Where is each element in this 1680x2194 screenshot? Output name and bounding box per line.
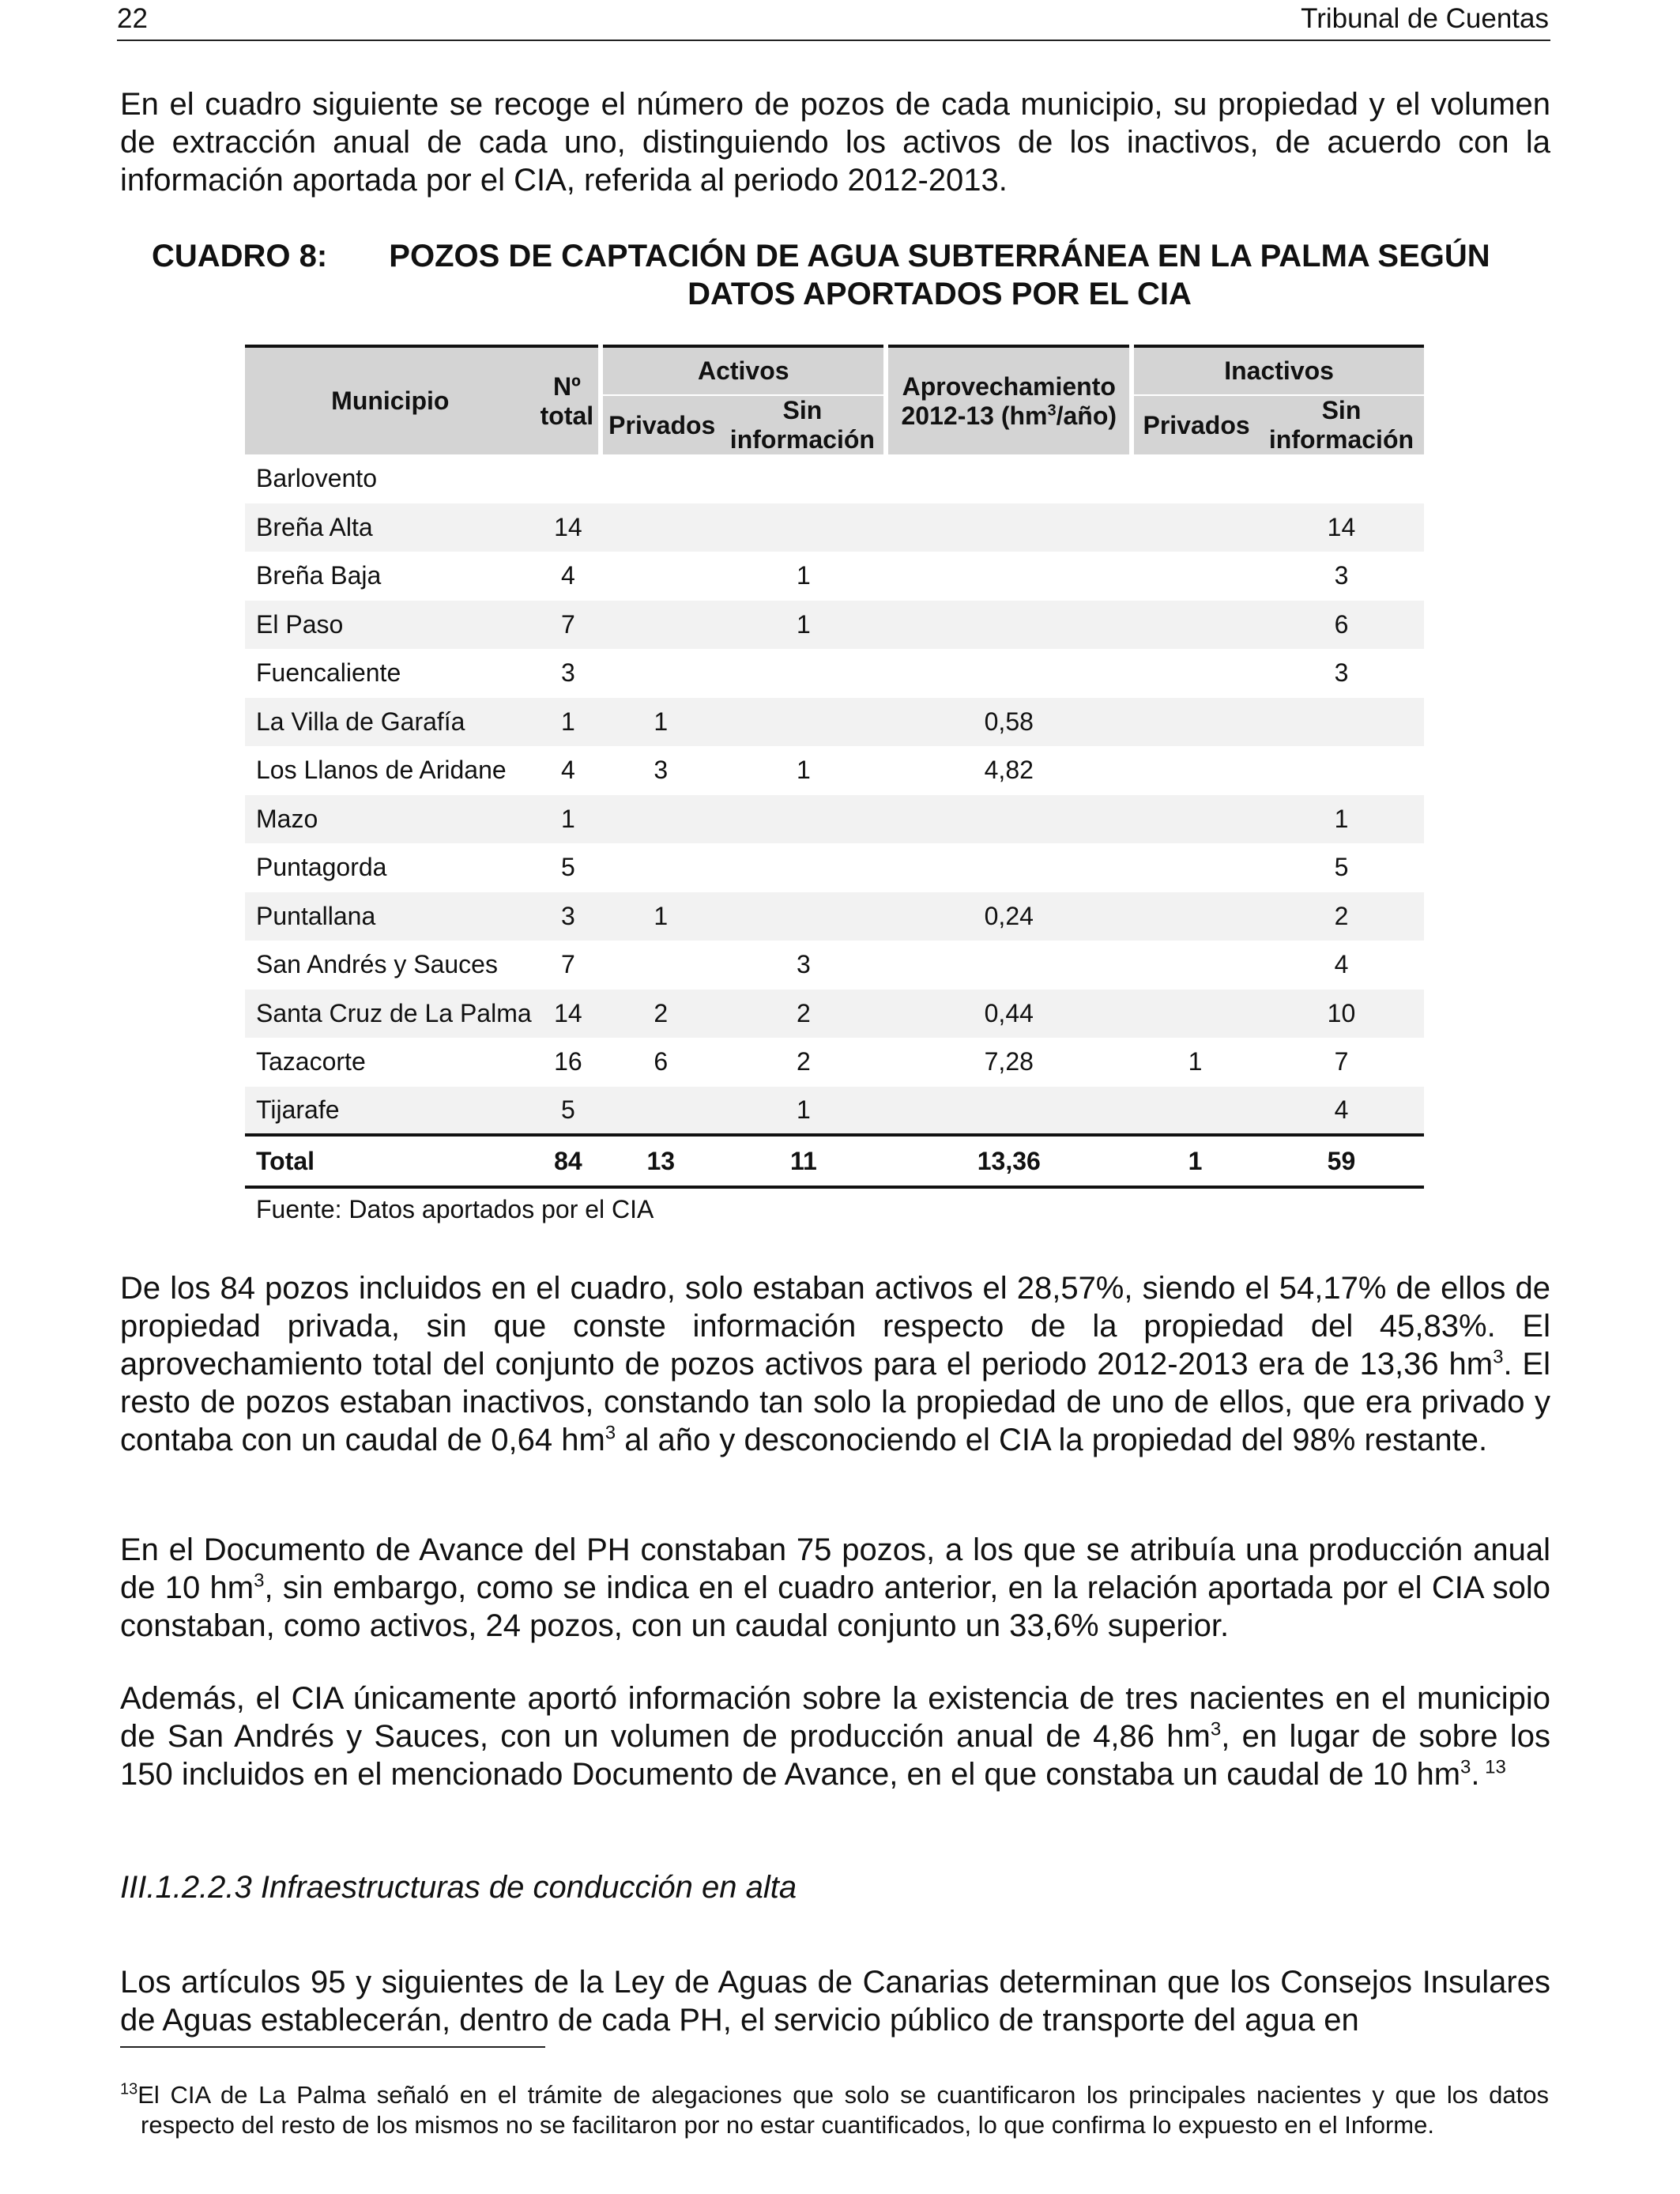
cell-act-sin — [721, 795, 886, 844]
cell-municipio: Los Llanos de Aridane — [256, 756, 507, 785]
cell-aprov — [886, 843, 1132, 892]
cell-inact-priv — [1132, 454, 1259, 503]
cell-act-priv: 1 — [654, 707, 669, 736]
cell-inact-priv — [1132, 698, 1259, 747]
total-municipio: Total — [245, 1135, 536, 1187]
cell-aprov — [886, 941, 1132, 990]
cell-act-sin: 1 — [796, 1095, 811, 1124]
cell-act-sin — [721, 698, 886, 747]
cell-act-priv — [601, 454, 721, 503]
cell-inact-sin: 5 — [1334, 853, 1349, 882]
header-inactivos-privados: Privados — [1132, 395, 1259, 454]
table-total-row — [245, 1135, 1424, 1187]
cell-inact-priv — [1132, 843, 1259, 892]
cell-inact-priv — [1132, 552, 1259, 601]
cell-aprov: 7,28 — [984, 1047, 1034, 1076]
cell-municipio: Puntallana — [256, 901, 376, 930]
cell-act-sin: 2 — [796, 1047, 811, 1076]
total-act-priv: 13 — [601, 1135, 721, 1187]
cell-total: 5 — [561, 1095, 575, 1124]
wells-table — [245, 345, 1424, 1189]
cell-aprov — [886, 454, 1132, 503]
table-row — [245, 892, 1424, 941]
header-aprov-line2: 2012-13 $(hm^3/año)$ — [901, 401, 1117, 430]
header-activos: Activos — [601, 346, 886, 395]
cell-inact-priv — [1132, 746, 1259, 795]
cell-act-priv — [601, 649, 721, 698]
cell-aprov: 0,58 — [984, 707, 1034, 736]
cell-aprov — [886, 795, 1132, 844]
cell-inact-priv — [1132, 795, 1259, 844]
header-aprovechamiento — [886, 346, 1132, 454]
cell-inact-priv — [1132, 1087, 1259, 1136]
cell-municipio: San Andrés y Sauces — [256, 950, 498, 979]
cell-inact-sin: 1 — [1334, 804, 1349, 833]
cell-total: 7 — [561, 609, 575, 639]
footnote-separator — [120, 2046, 545, 2048]
cell-aprov — [886, 552, 1132, 601]
cell-aprov — [886, 503, 1132, 552]
cell-aprov: 0,44 — [984, 998, 1034, 1027]
cell-aprov: 4,82 — [984, 756, 1034, 785]
cell-total: 1 — [561, 707, 575, 736]
cell-act-priv: 2 — [654, 998, 669, 1027]
cell-act-sin — [721, 454, 886, 503]
header-n-line2: total — [540, 401, 594, 430]
table-row — [245, 552, 1424, 601]
cell-aprov — [886, 601, 1132, 650]
cell-act-sin — [721, 649, 886, 698]
cell-total: 4 — [561, 756, 575, 785]
table-row — [245, 649, 1424, 698]
cell-total: 3 — [561, 658, 575, 688]
cell-inact-sin: 14 — [1327, 512, 1356, 541]
page-header — [117, 0, 1550, 41]
cell-municipio: Mazo — [256, 804, 318, 833]
section-heading: III.1.2.2.3 Infraestructuras de conducción en alta — [120, 1870, 797, 1905]
table-row — [245, 1038, 1424, 1087]
header-activos-sin-info: Sin información — [721, 395, 886, 454]
cell-inact-sin: 6 — [1334, 609, 1349, 639]
total-total: 84 — [536, 1135, 601, 1187]
header-inactivos-sin-info: Sin información — [1259, 395, 1424, 454]
total-inact-priv: 1 — [1132, 1135, 1259, 1187]
total-act-sin: 11 — [721, 1135, 886, 1187]
header-n-line1: Nº — [553, 371, 581, 401]
cell-total: 4 — [561, 561, 575, 590]
cell-total: 3 — [561, 901, 575, 930]
cell-inact-priv: 1 — [1188, 1047, 1203, 1076]
cell-act-priv: 1 — [654, 901, 669, 930]
cell-total: 1 — [561, 804, 575, 833]
table-row — [245, 601, 1424, 650]
table-row — [245, 795, 1424, 844]
cell-act-sin: 1 — [796, 609, 811, 639]
total-inact-sin: 59 — [1259, 1135, 1424, 1187]
cell-total: 5 — [561, 853, 575, 882]
paragraph-summary: De los 84 pozos incluidos en el cuadro, solo estaban activos el 28,57%, siendo el 54,17% de ellos de propiedad privada, sin que conste información respecto de la propiedad del 45,83%. El aprovechamiento total del conjunto de pozos activos para el periodo 2012-2013 era de 13,36 $hm^3$. El resto de pozos estaban inactivos, constando tan solo la propiedad de uno de ellos, que era privado y contaba con un caudal de 0,64 $hm^3$ al año y desconociendo el CIA la propiedad del 98% restante. — [120, 1271, 1551, 1457]
cell-act-sin — [721, 843, 886, 892]
cell-act-priv: 6 — [654, 1047, 669, 1076]
paragraph-ley-aguas: Los artículos 95 y siguientes de la Ley de Aguas de Canarias determinan que los Consejos Insulares de Aguas establecerán, dentro de cada PH, el servicio público de transporte del agua en — [120, 1965, 1550, 2038]
cell-inact-priv — [1132, 941, 1259, 990]
page-number: 22 — [117, 3, 148, 34]
cell-act-sin — [721, 892, 886, 941]
footnote — [120, 2080, 1549, 2140]
cell-inact-sin: 7 — [1334, 1047, 1349, 1076]
cell-act-priv — [601, 552, 721, 601]
header-activos-privados: Privados — [601, 395, 721, 454]
table-row — [245, 941, 1424, 990]
cell-inact-priv — [1132, 503, 1259, 552]
table-row — [245, 746, 1424, 795]
cell-aprov: 0,24 — [984, 901, 1034, 930]
table-row — [245, 698, 1424, 747]
table-row — [245, 454, 1424, 503]
cell-act-sin: 2 — [796, 998, 811, 1027]
table-caption-title: POZOS DE CAPTACIÓN DE AGUA SUBTERRÁNEA EN LA PALMA SEGÚN DATOS APORTADOS POR EL CIA — [389, 239, 1490, 311]
table-row — [245, 503, 1424, 552]
footnote-number: 13 — [120, 2080, 138, 2098]
cell-total: 14 — [554, 998, 582, 1027]
cell-act-priv: 3 — [654, 756, 669, 785]
cell-inact-sin: 10 — [1327, 998, 1356, 1027]
cell-inact-sin: 3 — [1334, 658, 1349, 688]
cell-act-priv — [601, 601, 721, 650]
running-title: Tribunal de Cuentas — [1301, 3, 1549, 34]
header-aprov-line1: Aprovechamiento — [902, 371, 1116, 401]
cell-aprov — [886, 1087, 1132, 1136]
table-row — [245, 843, 1424, 892]
table-row — [245, 1087, 1424, 1136]
header-n-total — [536, 346, 601, 454]
footnote-text: El CIA de La Palma señaló en el trámite de alegaciones que solo se cuantificaron los principales nacientes y que los datos respecto del resto de los mismos no se facilitaron por no estar cuantificados, lo que confirma lo expuesto en el Informe. — [137, 2081, 1549, 2139]
cell-municipio: Breña Alta — [256, 512, 373, 541]
cell-municipio: La Villa de Garafía — [256, 707, 465, 736]
cell-act-sin: 3 — [796, 950, 811, 979]
footnote-ref: 13 — [1479, 1756, 1506, 1778]
cell-inact-sin — [1259, 698, 1424, 747]
cell-act-priv — [601, 941, 721, 990]
cell-inact-sin: 4 — [1334, 1095, 1349, 1124]
total-aprov: 13,36 — [886, 1135, 1132, 1187]
table-caption-label: CUADRO 8: — [152, 239, 328, 273]
cell-inact-sin — [1259, 746, 1424, 795]
table-source: Fuente: Datos aportados por el CIA — [256, 1195, 654, 1223]
cell-inact-priv — [1132, 649, 1259, 698]
cell-municipio: El Paso — [256, 609, 344, 639]
cell-act-priv — [601, 795, 721, 844]
cell-act-priv — [601, 1087, 721, 1136]
cell-inact-priv — [1132, 892, 1259, 941]
cell-municipio: Tazacorte — [256, 1047, 366, 1076]
cell-municipio: Santa Cruz de La Palma — [256, 998, 532, 1027]
cell-total — [536, 454, 601, 503]
cell-total: 16 — [554, 1047, 582, 1076]
paragraph-nacientes: Además, el CIA únicamente aportó información sobre la existencia de tres nacientes en el municipio de San Andrés y Sauces, con un volumen de producción anual de 4,86 $hm^3$, en lugar de sobre los 150 incluidos en el mencionado Documento de Avance, en el que constaba un caudal de 10 $hm^3$. $^{13}$ — [120, 1681, 1550, 1792]
cell-municipio: Breña Baja — [256, 561, 382, 590]
cell-inact-sin — [1259, 454, 1424, 503]
intro-paragraph: En el cuadro siguiente se recoge el número de pozos de cada municipio, su propiedad y el volumen de extracción anual de cada uno, distinguiendo los activos de los inactivos, de acuerdo con la información aportada por el CIA, referida al periodo 2012-2013. — [120, 87, 1550, 198]
cell-municipio: Fuencaliente — [256, 658, 401, 688]
cell-inact-priv — [1132, 990, 1259, 1039]
cell-total: 14 — [554, 512, 582, 541]
cell-inact-sin: 3 — [1334, 561, 1349, 590]
cell-act-priv — [601, 503, 721, 552]
cell-aprov — [886, 649, 1132, 698]
header-inactivos: Inactivos — [1132, 346, 1424, 395]
cell-act-priv — [601, 843, 721, 892]
cell-inact-sin: 2 — [1334, 901, 1349, 930]
paragraph-avance: En el Documento de Avance del PH constaban 75 pozos, a los que se atribuía una producción anual de 10 $hm^3$, sin embargo, como se indica en el cuadro anterior, en la relación aportada por el CIA solo constaban, como activos, 24 pozos, con un caudal conjunto un 33,6% superior. — [120, 1532, 1550, 1643]
cell-inact-sin: 4 — [1334, 950, 1349, 979]
cell-municipio: Barlovento — [256, 464, 377, 493]
header-municipio: Municipio — [245, 346, 536, 454]
table-row — [245, 990, 1424, 1039]
cell-act-sin: 1 — [796, 756, 811, 785]
cell-municipio: Tijarafe — [256, 1095, 340, 1124]
cell-inact-priv — [1132, 601, 1259, 650]
cell-act-sin — [721, 503, 886, 552]
cell-act-sin: 1 — [796, 561, 811, 590]
cell-municipio: Puntagorda — [256, 853, 387, 882]
cell-total: 7 — [561, 950, 575, 979]
